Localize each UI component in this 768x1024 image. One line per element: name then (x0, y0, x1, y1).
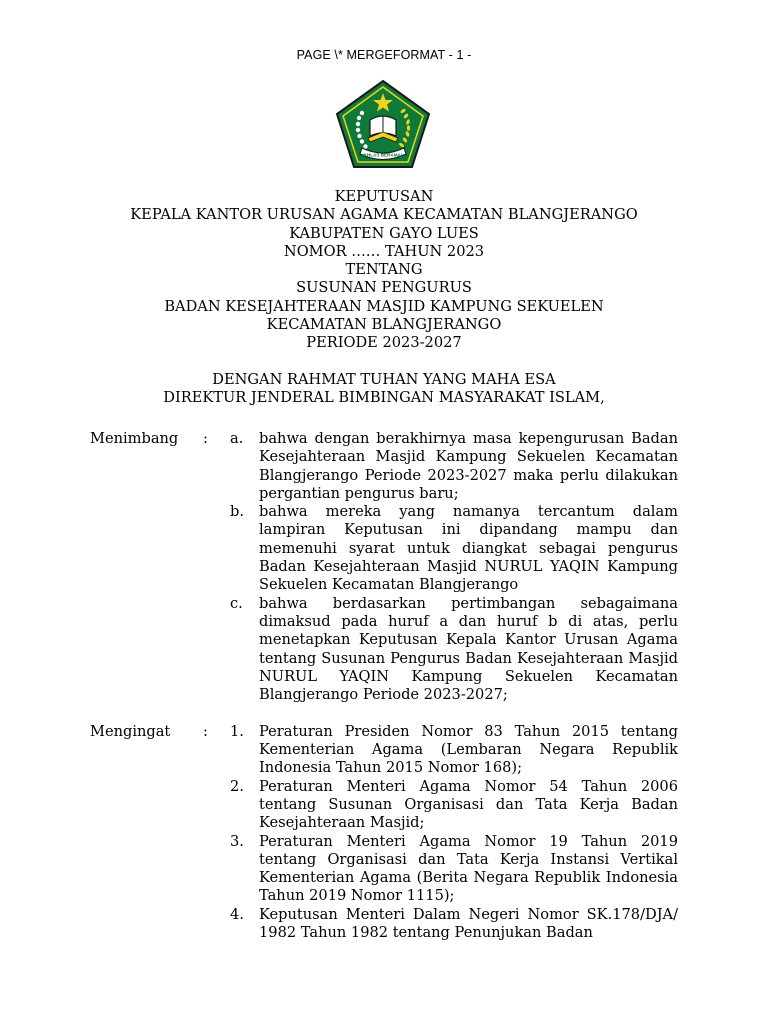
list-item (90, 833, 690, 906)
section-label: Mengingat (90, 722, 171, 740)
item-marker: 3. (230, 832, 244, 850)
item-text: bahwa dengan berakhirnya masa kepengurusan Badan Kesejahteraan Masjid Kampung Sekuelen Kecamatan Blangjerango Periode 2023-2027 maka perlu dilakukan pergantian pengurus baru; (259, 430, 678, 502)
title-line: KEPALA KANTOR URUSAN AGAMA KECAMATAN BLANGJERANGO (130, 206, 638, 224)
title-line: PERIODE 2023-2027 (306, 334, 462, 352)
list-item (90, 595, 690, 705)
list-item (90, 723, 690, 778)
item-marker: b. (230, 503, 244, 521)
item-text: bahwa mereka yang namanya tercantum dalam lampiran Keputusan ini dipandang mampu dan memenuhi syarat untuk diangkat sebagai pengurus Badan Kesejahteraan Masjid NURUL YAQIN Kampung Sekuelen Kecamatan Blangjerango (259, 503, 678, 594)
title-line: TENTANG (345, 261, 423, 279)
item-marker: 4. (230, 905, 244, 923)
menimbang-section (90, 430, 690, 704)
item-marker: 1. (230, 722, 244, 740)
section-label: Menimbang (90, 430, 179, 447)
title-line: BADAN KESEJAHTERAAN MASJID KAMPUNG SEKUELEN (164, 297, 604, 315)
decree-body (90, 430, 690, 942)
item-text: Keputusan Menteri Dalam Negeri Nomor SK.178/DJA/ 1982 Tahun 1982 tentang Penunjukan Badan (259, 905, 678, 942)
list-item (90, 430, 690, 503)
title-line: NOMOR …… TAHUN 2023 (283, 242, 485, 260)
section-colon: : (203, 722, 208, 740)
kemenag-logo (334, 78, 432, 170)
title-line: SUSUNAN PENGURUS (296, 279, 472, 297)
kemenag-emblem-icon (334, 78, 432, 170)
item-marker: a. (230, 430, 244, 447)
title-line: KECAMATAN BLANGJERANGO (266, 316, 502, 334)
invocation-line: DIREKTUR JENDERAL BIMBINGAN MASYARAKAT ISLAM, (163, 389, 605, 407)
list-item (90, 906, 690, 943)
item-text: Peraturan Presiden Nomor 83 Tahun 2015 tentang Kementerian Agama (Lembaran Negara Republik Indonesia Tahun 2015 Nomor 168); (259, 722, 678, 777)
mengingat-section (90, 723, 690, 943)
page-number-field: PAGE \* MERGEFORMAT - 1 - (296, 48, 472, 62)
section-colon: : (203, 430, 208, 447)
item-marker: c. (230, 594, 243, 612)
item-text: Peraturan Menteri Agama Nomor 19 Tahun 2019 tentang Organisasi dan Tata Kerja Instansi Vertikal Kementerian Agama (Berita Negara Republik Indonesia Tahun 2019 Nomor 1115); (259, 832, 678, 905)
item-text: Peraturan Menteri Agama Nomor 54 Tahun 2006 tentang Susunan Organisasi dan Tata Kerja Badan Kesejahteraan Masjid; (259, 777, 678, 832)
logo-motto: IKHLAS BERAMAL (362, 152, 404, 158)
title-line: KABUPATEN GAYO LUES (289, 224, 479, 242)
list-item (90, 503, 690, 594)
decree-title (60, 188, 708, 408)
item-marker: 2. (230, 777, 244, 795)
item-text: bahwa berdasarkan pertimbangan sebagaimana dimaksud pada huruf a dan huruf b di atas, perlu menetapkan Keputusan Kepala Kantor Urusan Agama tentang Susunan Pengurus Badan Kesejahteraan Masjid NURUL YAQIN Kampung Sekuelen Kecamatan Blangjerango Periode 2023-2027; (259, 594, 678, 704)
title-line: KEPUTUSAN (334, 188, 434, 205)
invocation-line: DENGAN RAHMAT TUHAN YANG MAHA ESA (212, 371, 556, 389)
list-item (90, 778, 690, 833)
